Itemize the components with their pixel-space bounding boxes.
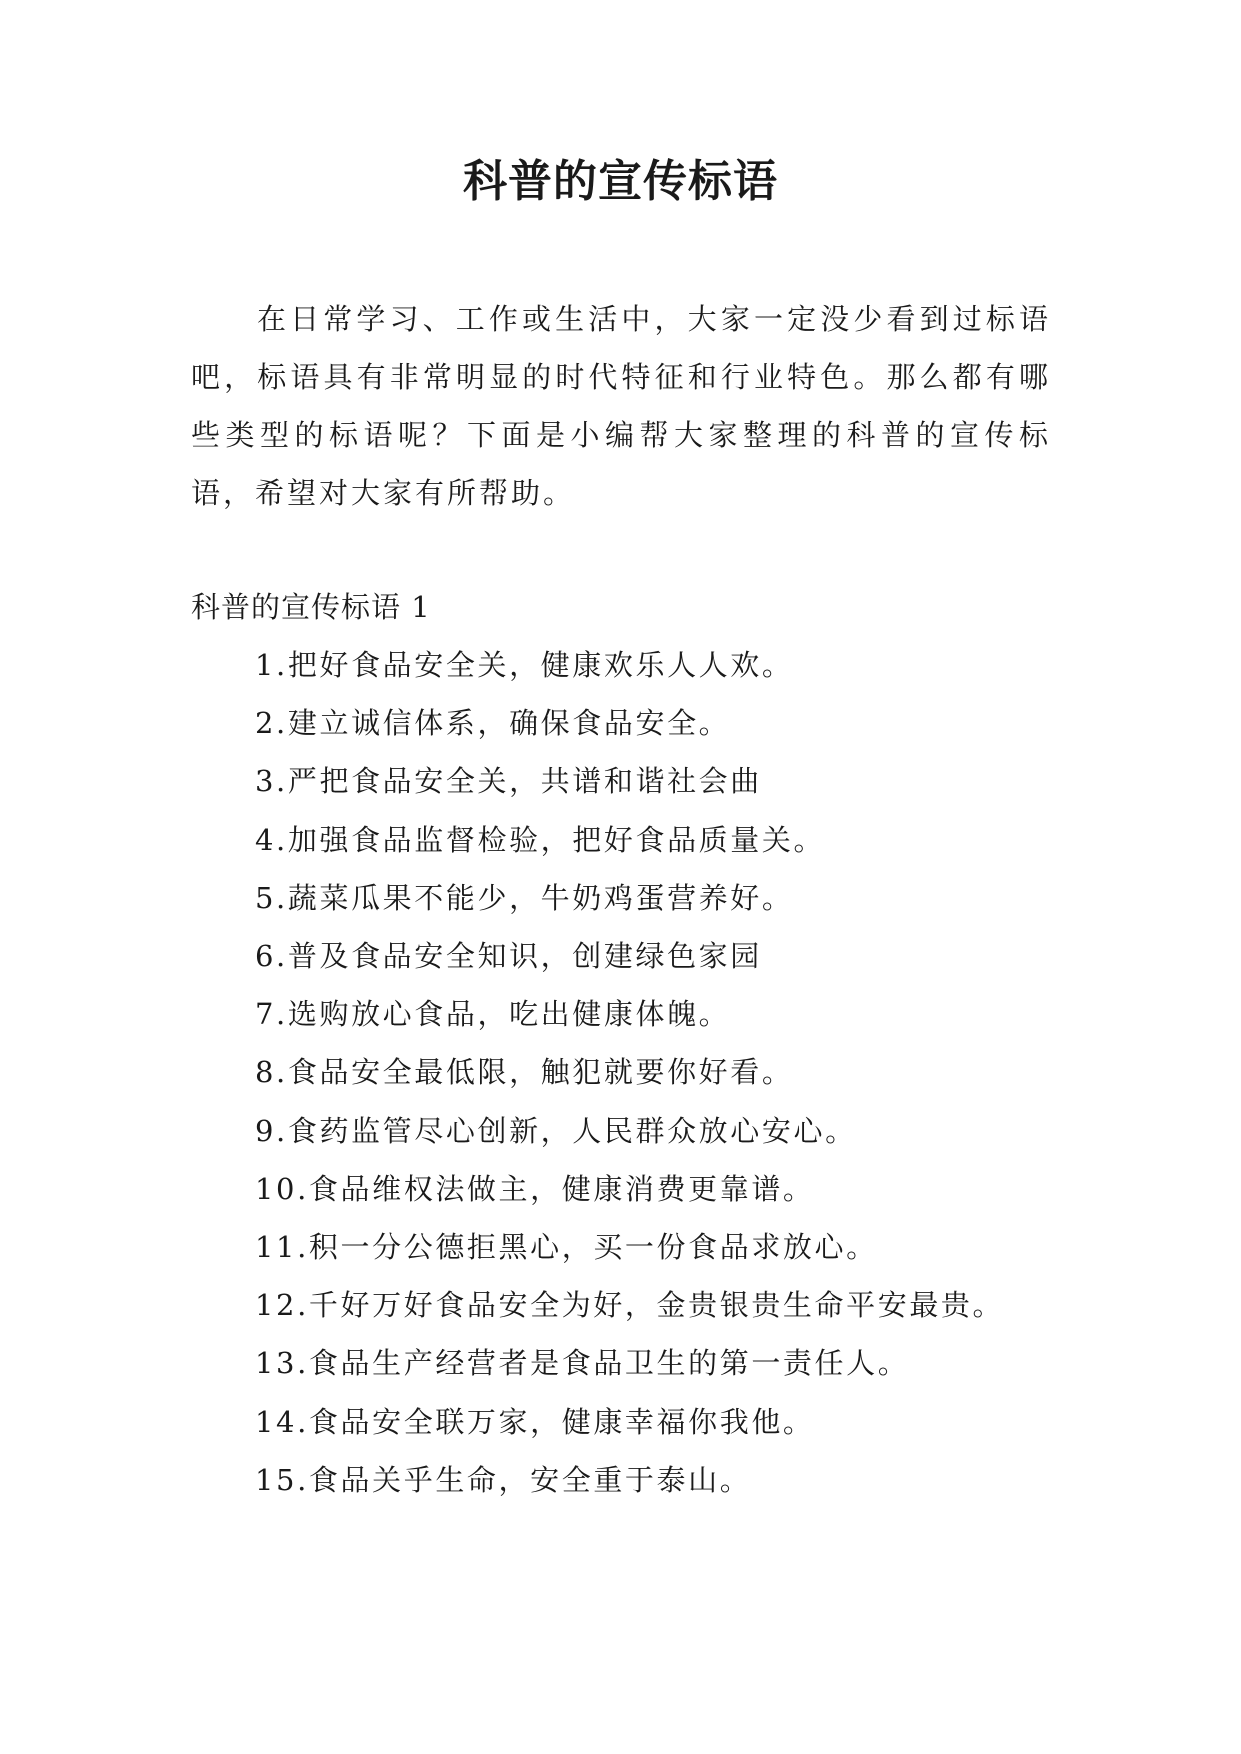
list-item: 9.食药监管尽心创新，人民群众放心安心。 <box>255 1113 857 1148</box>
list-item: 7.选购放心食品，吃出健康体魄。 <box>255 997 731 1032</box>
list-item: 8.食品安全最低限，触犯就要你好看。 <box>255 1055 794 1090</box>
list-item: 4.加强食品监督检验，把好食品质量关。 <box>255 822 826 857</box>
list-item: 1.把好食品安全关，健康欢乐人人欢。 <box>255 648 794 682</box>
list-item: 3.严把食品安全关，共谱和谐社会曲 <box>255 764 762 799</box>
list-item: 12.千好万好食品安全为好，金贵银贵生命平安最贵。 <box>255 1288 1005 1323</box>
list-item: 15.食品关乎生命，安全重于泰山。 <box>255 1462 752 1497</box>
section-title: 科普的宣传标语 1 <box>191 590 431 624</box>
document-title: 科普的宣传标语 <box>463 156 778 207</box>
list-item: 11.积一分公德拒黑心，买一份食品求放心。 <box>255 1230 878 1265</box>
list-item: 5.蔬菜瓜果不能少，牛奶鸡蛋营养好。 <box>255 880 794 915</box>
list-item: 13.食品生产经营者是食品卫生的第一责任人。 <box>255 1346 910 1381</box>
intro-paragraph: 在日常学习、工作或生活中，大家一定没少看到过标语吧，标语具有非常明显的时代特征和行业特色。那么都有哪些类型的标语呢？下面是小编帮大家整理的科普的宣传标语，希望对大家有所帮助。 <box>191 302 1051 510</box>
list-item: 6.普及食品安全知识，创建绿色家园 <box>255 939 762 974</box>
list-item: 2.建立诚信体系，确保食品安全。 <box>255 706 731 741</box>
list-item: 10.食品维权法做主，健康消费更靠谱。 <box>255 1171 815 1206</box>
list-item: 14.食品安全联万家，健康幸福你我他。 <box>255 1404 815 1439</box>
slogan-list <box>255 636 1004 1509</box>
